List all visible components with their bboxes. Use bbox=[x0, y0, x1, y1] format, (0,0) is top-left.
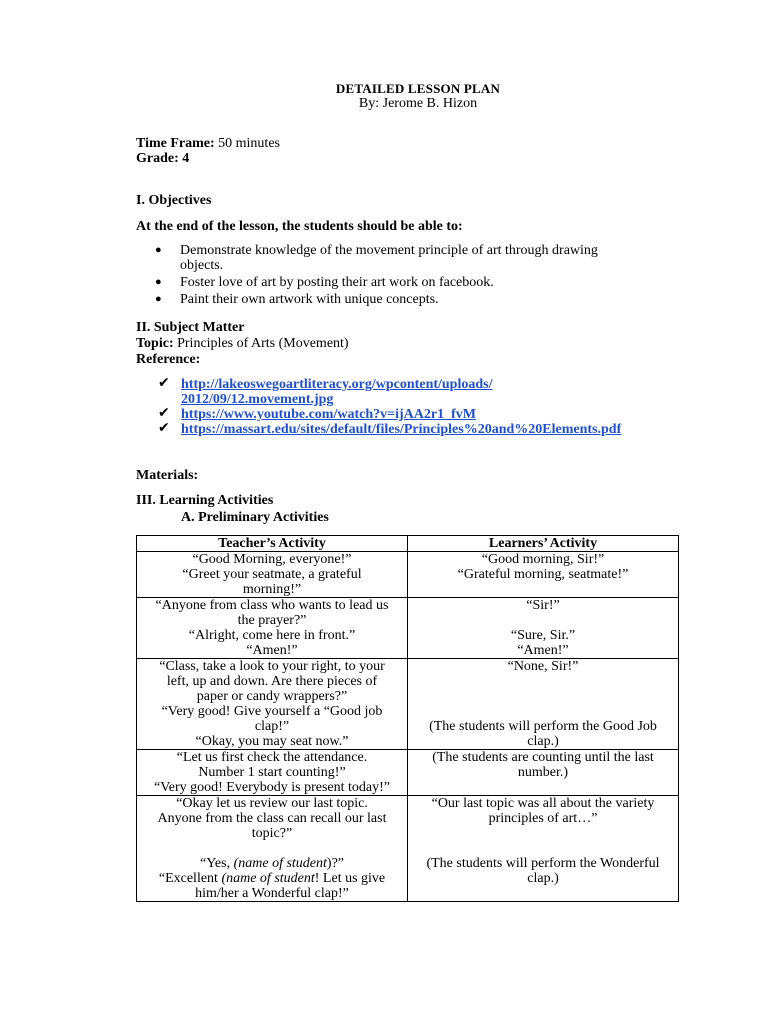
topic-label: Topic: bbox=[136, 336, 174, 351]
objectives-intro: At the end of the lesson, the students should be able to: bbox=[136, 219, 463, 234]
teacher-cell: “Good Morning, everyone!” “Greet your seatmate, a grateful morning!” bbox=[137, 552, 408, 598]
learning-activities-heading: III. Learning Activities bbox=[136, 493, 274, 508]
reference-item bbox=[158, 422, 718, 437]
reference-link[interactable]: https://www.youtube.com/watch?v=ijAA2r1_fvM bbox=[181, 407, 476, 422]
checkmark-icon: ✔ bbox=[158, 405, 170, 421]
teacher-cell: “Okay let us review our last topic. Anyone from the class can recall our last topic?” “Yes, (name of student)?” “Excellent (name of student! Let us give him/her a Wonderful clap!” bbox=[137, 796, 408, 902]
reference-link[interactable]: https://massart.edu/sites/default/files/Principles%20and%20Elements.pdf bbox=[181, 422, 622, 437]
reference-label: Reference: bbox=[136, 352, 201, 367]
reference-item bbox=[158, 407, 718, 422]
topic-line bbox=[136, 336, 349, 351]
learner-cell: “None, Sir!” (The students will perform the Good Job clap.) bbox=[408, 659, 679, 750]
learner-cell: “Sir!” “Sure, Sir.” “Amen!” bbox=[408, 598, 679, 659]
teacher-cell: “Anyone from class who wants to lead us the prayer?” “Alright, come here in front.” “Amen!” bbox=[137, 598, 408, 659]
document-author: By: Jerome B. Hizon bbox=[358, 96, 478, 111]
teacher-cell: “Let us first check the attendance. Number 1 start counting!” “Very good! Everybody is present today!” bbox=[137, 750, 408, 796]
checkmark-icon: ✔ bbox=[158, 420, 170, 436]
objective-item bbox=[155, 243, 675, 273]
bullet-dot-icon: ● bbox=[155, 276, 162, 288]
objectives-list bbox=[155, 243, 675, 309]
table-row bbox=[137, 598, 679, 659]
reference-link[interactable]: http://lakeoswegoartliteracy.org/wpcontent/uploads/ 2012/09/12.movement.jpg bbox=[181, 377, 493, 407]
teacher-cell: “Class, take a look to your right, to your left, up and down. Are there pieces of paper or candy wrappers?” “Very good! Give yourself a “Good job clap!” “Okay, you may seat now.” bbox=[137, 659, 408, 750]
column-header-teacher: Teacher’s Activity bbox=[137, 536, 408, 552]
time-frame-line bbox=[136, 136, 280, 151]
learner-cell: (The students are counting until the last number.) bbox=[408, 750, 679, 796]
document-title: DETAILED LESSON PLAN bbox=[335, 81, 501, 96]
materials-label: Materials: bbox=[136, 468, 199, 483]
checkmark-icon: ✔ bbox=[158, 375, 170, 391]
preliminary-activities-subheading: A. Preliminary Activities bbox=[181, 510, 329, 525]
bullet-dot-icon: ● bbox=[155, 244, 162, 256]
learner-cell: “Good morning, Sir!” “Grateful morning, seatmate!” bbox=[408, 552, 679, 598]
activities-table bbox=[136, 535, 679, 902]
table-row bbox=[137, 796, 679, 902]
grade-line: Grade: 4 bbox=[136, 151, 190, 166]
objective-text-continued: objects. bbox=[180, 258, 224, 273]
objective-item bbox=[155, 292, 675, 307]
objective-text: Paint their own artwork with unique concepts. bbox=[180, 292, 439, 307]
topic-value: Principles of Arts (Movement) bbox=[177, 336, 349, 351]
column-header-learner: Learners’ Activity bbox=[408, 536, 679, 552]
table-row bbox=[137, 750, 679, 796]
table-row bbox=[137, 552, 679, 598]
subject-matter-heading: II. Subject Matter bbox=[136, 320, 245, 335]
objective-text: Demonstrate knowledge of the movement principle of art through drawing bbox=[180, 243, 598, 258]
time-frame-value: 50 minutes bbox=[218, 136, 280, 151]
reference-list bbox=[158, 377, 718, 437]
table-header-row bbox=[137, 536, 679, 552]
objectives-heading: I. Objectives bbox=[136, 193, 212, 208]
objective-text: Foster love of art by posting their art work on facebook. bbox=[180, 275, 494, 290]
learner-cell: “Our last topic was all about the variety principles of art…” (The students will perform the Wonderful clap.) bbox=[408, 796, 679, 902]
table-row bbox=[137, 659, 679, 750]
time-frame-label: Time Frame: bbox=[136, 136, 215, 151]
bullet-dot-icon: ● bbox=[155, 293, 162, 305]
objective-item bbox=[155, 275, 675, 290]
reference-item bbox=[158, 377, 718, 407]
